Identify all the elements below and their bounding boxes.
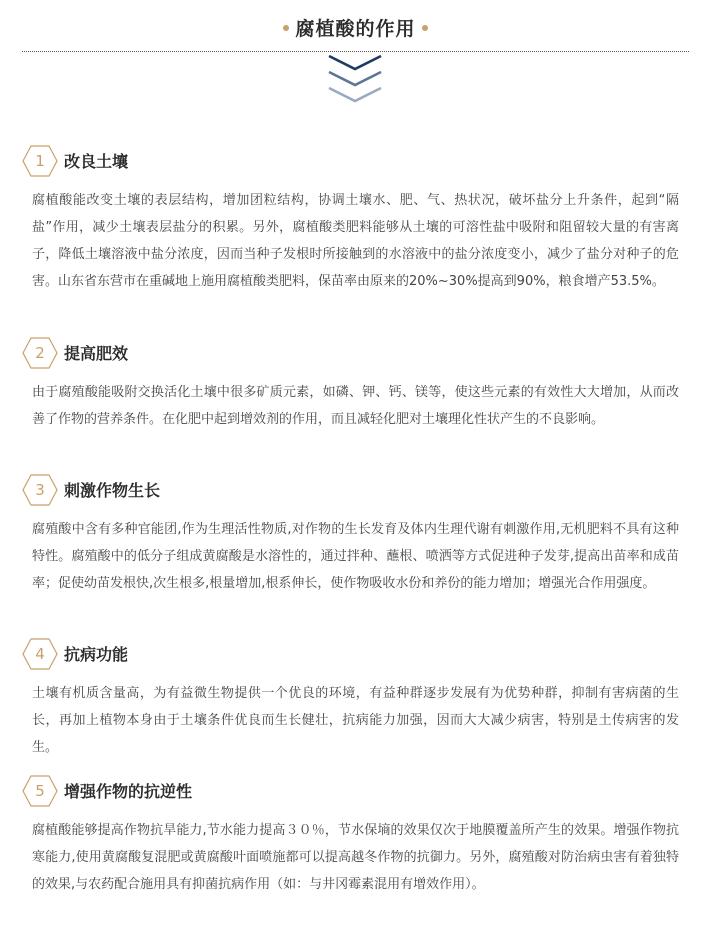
section-improve-fertilizer-efficiency (22, 337, 689, 433)
page-title: 腐植酸的作用 (295, 18, 416, 40)
section-number: 2 (35, 344, 45, 362)
section-disease-resistance (22, 638, 689, 761)
section-number: 4 (35, 645, 45, 663)
section-number: 5 (35, 782, 45, 800)
chevron-2 (329, 72, 381, 85)
section-title: 刺激作物生长 (64, 481, 161, 500)
section-body: 腐殖酸中含有多种官能团,作为生理活性物质,对作物的生长发育及体内生理代谢有刺激作用,无机肥料不具有这种特性。腐殖酸中的低分子组成黄腐酸是水溶性的，通过拌种、蘸根、喷洒等方式促进种子发芽,提高出苗率和成苗率；促使幼苗发根快,次生根多,根量增加,根系伸长，使作物吸收水份和养份的能力增加；增强光合作用强度。 (32, 522, 679, 591)
section-title: 抗病功能 (64, 645, 129, 664)
page-header (0, 0, 711, 54)
page-title-row (0, 14, 711, 41)
section-body: 腐植酸能够提高作物抗旱能力,节水能力提高３０％，节水保墒的效果仅次于地膜覆盖所产生的效果。增强作物抗寒能力,使用黄腐酸复混肥或黄腐酸叶面喷施都可以提高越冬作物的抗御力。另外，腐殖酸对防治病虫害有着独特的效果,与农药配合施用具有抑菌抗病作用（如：与井冈霉素混用有增效作用）。 (32, 823, 679, 892)
chevron-1 (329, 56, 381, 69)
dotted-divider (22, 51, 689, 52)
section-soil-improvement (22, 145, 689, 295)
section-number: 1 (35, 152, 45, 170)
section-heading (22, 337, 689, 369)
section-heading (22, 474, 689, 506)
title-dot-left (283, 25, 289, 31)
section-heading (22, 775, 689, 807)
section-title: 增强作物的抗逆性 (64, 782, 193, 801)
section-heading (22, 145, 689, 177)
chevron-down-icon (326, 54, 386, 112)
title-dot-right (422, 25, 428, 31)
section-number: 3 (35, 481, 45, 499)
section-body: 腐植酸能改变土壤的表层结构，增加团粒结构，协调土壤水、肥、气、热状况，破坏盐分上升条件，起到“隔盐”作用，减少土壤表层盐分的积累。另外，腐植酸类肥料能够从土壤的可溶性盐中吸附和阻留较大量的有害离子，降低土壤溶液中盐分浓度，因而当种子发根时所接触到的水溶液中的盐分浓度变小，减少了盐分对种子的危害。山东省东营市在重碱地上施用腐植酸类肥料，保苗率由原来的20%~30%提高到90%，粮食增产53.5%。 (32, 193, 679, 289)
section-title: 提高肥效 (64, 344, 129, 363)
section-body: 土壤有机质含量高，为有益微生物提供一个优良的环境，有益种群逐步发展有为优势种群，抑制有害病菌的生长，再加上植物本身由于土壤条件优良而生长健壮，抗病能力加强，因而大大减少病害，特别是土传病害的发生。 (32, 686, 679, 755)
section-heading (22, 638, 689, 670)
section-stimulate-growth (22, 474, 689, 597)
section-stress-resistance (22, 775, 689, 898)
chevron-3 (329, 88, 381, 101)
section-body: 由于腐殖酸能吸附交换活化土壤中很多矿质元素，如磷、钾、钙、镁等，使这些元素的有效性大大增加，从而改善了作物的营养条件。在化肥中起到增效剂的作用，而且减轻化肥对土壤理化性状产生的不良影响。 (32, 385, 679, 427)
section-title: 改良土壤 (64, 152, 129, 171)
